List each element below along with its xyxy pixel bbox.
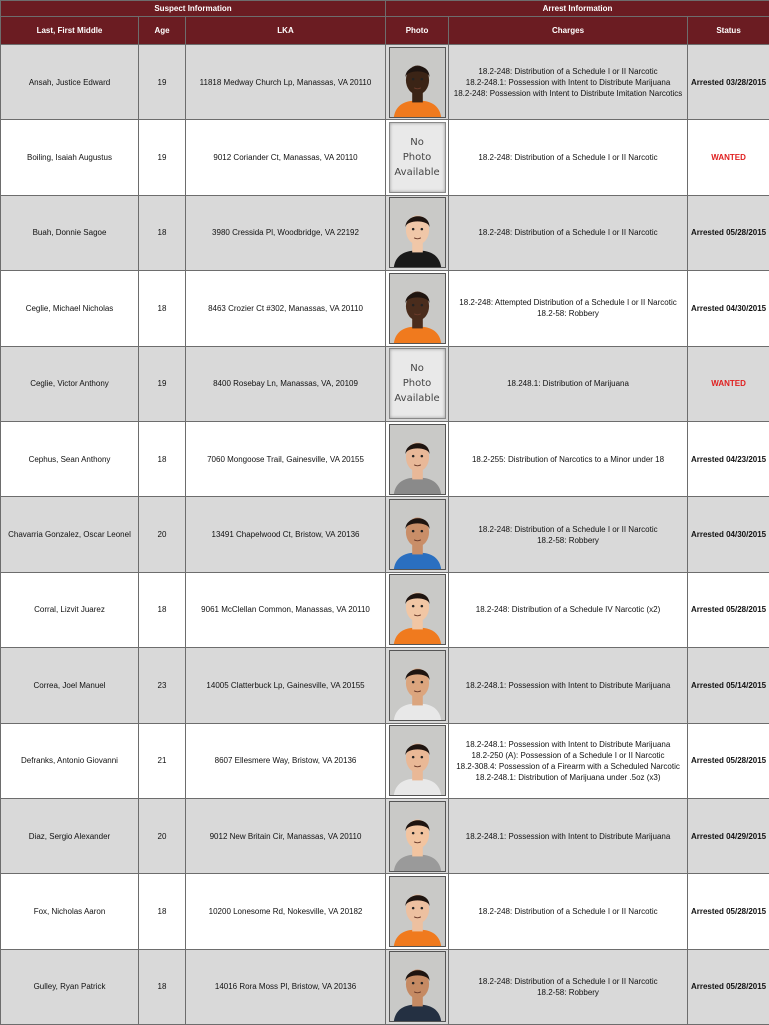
charge-line: 18.2-255: Distribution of Narcotics to a Minor under 18 [451,454,685,465]
status-cell [688,346,769,421]
charge-line: 18.2-248: Distribution of a Schedule I or II Narcotic [451,906,685,917]
suspect-lka: 13491 Chapelwood Ct, Bristow, VA 20136 [186,497,386,572]
charges-cell [449,723,688,798]
suspect-name: Corral, Lizvit Juarez [1,572,139,647]
group-arrest-information: Arrest Information [386,1,769,17]
mugshot-image [389,47,446,118]
status-cell [688,798,769,873]
suspect-age: 18 [139,271,186,346]
suspect-lka: 8400 Rosebay Ln, Manassas, VA, 20109 [186,346,386,421]
suspect-name: Gulley, Ryan Patrick [1,949,139,1024]
suspect-age: 18 [139,949,186,1024]
suspect-name: Ansah, Justice Edward [1,45,139,120]
charge-line: 18.2-248.1: Possession with Intent to Distribute Marijuana [451,77,685,88]
charges-cell [449,648,688,723]
charge-line: 18.2-248.1: Distribution of Marijuana under .5oz (x3) [451,772,685,783]
status-arrested: Arrested 03/28/2015 [691,78,766,87]
charges-cell [449,798,688,873]
no-photo-placeholder [389,348,446,419]
suspect-name: Boiling, Isaiah Augustus [1,120,139,195]
photo-cell [386,421,449,496]
suspect-lka: 14005 Clatterbuck Lp, Gainesville, VA 20155 [186,648,386,723]
column-age: Age [139,17,186,45]
photo-cell [386,949,449,1024]
suspect-age: 23 [139,648,186,723]
table-row [1,421,769,496]
column-header-row [1,17,769,45]
charge-line: 18.2-58: Robbery [451,535,685,546]
status-cell [688,497,769,572]
suspect-lka: 9012 New Britain Cir, Manassas, VA 20110 [186,798,386,873]
charges-cell [449,421,688,496]
suspect-age: 18 [139,195,186,270]
photo-cell [386,648,449,723]
suspect-lka: 7060 Mongoose Trail, Gainesville, VA 20155 [186,421,386,496]
table-row [1,798,769,873]
mugshot-image [389,273,446,344]
photo-cell [386,798,449,873]
column-status: Status [688,17,769,45]
suspect-age: 18 [139,421,186,496]
suspect-lka: 3980 Cressida Pl, Woodbridge, VA 22192 [186,195,386,270]
suspect-lka: 8607 Ellesmere Way, Bristow, VA 20136 [186,723,386,798]
suspect-name: Ceglie, Michael Nicholas [1,271,139,346]
suspect-name: Buah, Donnie Sagoe [1,195,139,270]
table-row [1,572,769,647]
suspect-lka: 10200 Lonesome Rd, Nokesville, VA 20182 [186,874,386,949]
status-arrested: Arrested 04/30/2015 [691,304,766,313]
table-row [1,271,769,346]
status-arrested: Arrested 04/30/2015 [691,530,766,539]
group-suspect-information: Suspect Information [1,1,386,17]
charges-cell [449,949,688,1024]
suspect-name: Diaz, Sergio Alexander [1,798,139,873]
photo-cell [386,45,449,120]
suspect-name: Correa, Joel Manuel [1,648,139,723]
status-arrested: Arrested 05/28/2015 [691,605,766,614]
charges-cell [449,497,688,572]
status-cell [688,421,769,496]
photo-cell [386,572,449,647]
charge-line: 18.2-250 (A): Possession of a Schedule I or II Narcotic [451,750,685,761]
charge-line: 18.2-248: Attempted Distribution of a Schedule I or II Narcotic [451,297,685,308]
suspect-age: 18 [139,572,186,647]
charge-line: 18.2-248: Distribution of a Schedule I or II Narcotic [451,152,685,163]
column-name: Last, First Middle [1,17,139,45]
table-row [1,723,769,798]
mugshot-image [389,574,446,645]
suspect-age: 20 [139,798,186,873]
status-arrested: Arrested 05/28/2015 [691,228,766,237]
status-arrested: Arrested 05/14/2015 [691,681,766,690]
table-row [1,195,769,270]
charge-line: 18.2-248.1: Possession with Intent to Distribute Marijuana [451,831,685,842]
group-header-row [1,1,769,17]
table-row [1,346,769,421]
status-cell [688,195,769,270]
suspect-age: 19 [139,45,186,120]
mugshot-image [389,499,446,570]
suspect-lka: 9061 McClellan Common, Manassas, VA 20110 [186,572,386,647]
status-arrested: Arrested 05/28/2015 [691,982,766,991]
suspect-lka: 14016 Rora Moss Pl, Bristow, VA 20136 [186,949,386,1024]
suspect-name: Ceglie, Victor Anthony [1,346,139,421]
table-row [1,497,769,572]
table-row [1,45,769,120]
photo-cell [386,271,449,346]
charges-cell [449,346,688,421]
suspect-lka: 9012 Coriander Ct, Manassas, VA 20110 [186,120,386,195]
suspect-age: 19 [139,346,186,421]
charge-line: 18.248.1: Distribution of Marijuana [451,378,685,389]
status-cell [688,45,769,120]
charges-cell [449,120,688,195]
status-cell [688,949,769,1024]
mugshot-image [389,951,446,1022]
table-body [1,45,769,1025]
status-cell [688,723,769,798]
status-cell [688,572,769,647]
status-wanted: WANTED [711,379,746,388]
charges-cell [449,45,688,120]
column-photo: Photo [386,17,449,45]
no-photo-text: No Photo Available [394,361,439,406]
charge-line: 18.2-248: Distribution of a Schedule I or II Narcotic [451,66,685,77]
charge-line: 18.2-248: Possession with Intent to Distribute Imitation Narcotics [451,88,685,99]
charge-line: 18.2-248.1: Possession with Intent to Distribute Marijuana [451,739,685,750]
status-cell [688,271,769,346]
charge-line: 18.2-58: Robbery [451,987,685,998]
charges-cell [449,874,688,949]
suspect-age: 19 [139,120,186,195]
table-row [1,874,769,949]
suspect-name: Fox, Nicholas Aaron [1,874,139,949]
suspect-lka: 11818 Medway Church Lp, Manassas, VA 20110 [186,45,386,120]
photo-cell [386,723,449,798]
suspect-age: 18 [139,874,186,949]
charge-line: 18.2-248.1: Possession with Intent to Distribute Marijuana [451,680,685,691]
suspect-name: Chavarria Gonzalez, Oscar Leonel [1,497,139,572]
mugshot-image [389,725,446,796]
mugshot-image [389,801,446,872]
status-wanted: WANTED [711,153,746,162]
status-arrested: Arrested 05/28/2015 [691,756,766,765]
photo-cell [386,874,449,949]
charge-line: 18.2-248: Distribution of a Schedule I or II Narcotic [451,227,685,238]
no-photo-text: No Photo Available [394,135,439,180]
column-lka: LKA [186,17,386,45]
status-cell [688,120,769,195]
status-arrested: Arrested 04/29/2015 [691,832,766,841]
table-row [1,648,769,723]
column-charges: Charges [449,17,688,45]
suspect-name: Cephus, Sean Anthony [1,421,139,496]
suspect-age: 21 [139,723,186,798]
mugshot-image [389,197,446,268]
charges-cell [449,271,688,346]
charge-line: 18.2-308.4: Possession of a Firearm with a Scheduled Narcotic [451,761,685,772]
status-arrested: Arrested 04/23/2015 [691,455,766,464]
photo-cell [386,497,449,572]
no-photo-placeholder [389,122,446,193]
suspect-age: 20 [139,497,186,572]
mugshot-image [389,650,446,721]
photo-cell [386,120,449,195]
charge-line: 18.2-58: Robbery [451,308,685,319]
status-arrested: Arrested 05/28/2015 [691,907,766,916]
photo-cell [386,346,449,421]
table-row [1,949,769,1024]
charge-line: 18.2-248: Distribution of a Schedule I or II Narcotic [451,976,685,987]
charge-line: 18.2-248: Distribution of a Schedule I or II Narcotic [451,524,685,535]
status-cell [688,874,769,949]
table-row [1,120,769,195]
charges-cell [449,195,688,270]
charge-line: 18.2-248: Distribution of a Schedule IV Narcotic (x2) [451,604,685,615]
mugshot-image [389,876,446,947]
suspect-lka: 8463 Crozier Ct #302, Manassas, VA 20110 [186,271,386,346]
mugshot-image [389,424,446,495]
photo-cell [386,195,449,270]
status-cell [688,648,769,723]
suspect-name: Defranks, Antonio Giovanni [1,723,139,798]
charges-cell [449,572,688,647]
